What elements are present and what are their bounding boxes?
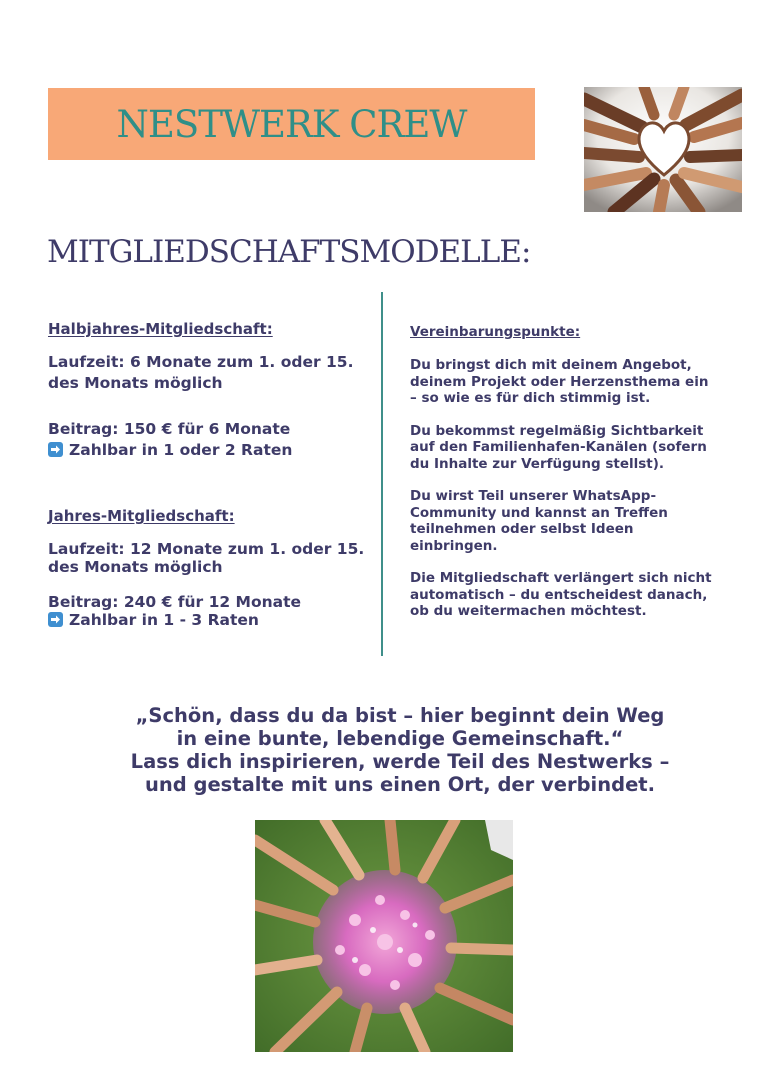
arrow-right-icon bbox=[48, 612, 63, 627]
agreement-line: ob du weitermachen möchtest. bbox=[410, 603, 647, 619]
half-year-payment bbox=[48, 440, 373, 461]
agreement-line: Du wirst Teil unserer WhatsApp- bbox=[410, 488, 657, 504]
section-title: MITGLIEDSCHAFTSMODELLE: bbox=[47, 234, 531, 270]
full-year-payment-text: Zahlbar in 1 - 3 Raten bbox=[69, 611, 259, 629]
full-year-runtime-line: des Monats möglich bbox=[48, 558, 223, 576]
banner-title: NESTWERK CREW bbox=[116, 102, 467, 146]
full-year-fee: Beitrag: 240 € für 12 Monate bbox=[48, 593, 302, 611]
quote-line: und gestalte mit uns einen Ort, der verbindet. bbox=[144, 773, 656, 796]
agreement-line: Du bekommst regelmäßig Sichtbarkeit bbox=[410, 422, 704, 439]
agreement-line: Die Mitgliedschaft verlängert sich nicht bbox=[410, 570, 712, 586]
agreement-line: – so wie es für dich stimmig ist. bbox=[410, 390, 651, 406]
full-year-runtime-line: Laufzeit: 12 Monate zum 1. oder 15. bbox=[48, 540, 365, 558]
half-year-payment-text: Zahlbar in 1 oder 2 Raten bbox=[69, 441, 293, 459]
agreements-heading: Vereinbarungspunkte: bbox=[410, 324, 581, 340]
half-year-fee: Beitrag: 150 € für 6 Monate bbox=[48, 420, 291, 438]
quote-line: Lass dich inspirieren, werde Teil des Nestwerks – bbox=[130, 750, 670, 773]
agreement-line: Community und kannst an Treffen bbox=[410, 504, 668, 521]
agreement-point bbox=[410, 488, 740, 554]
agreement-points bbox=[410, 324, 740, 620]
agreement-line: einbringen. bbox=[410, 537, 498, 554]
agreement-line: teilnehmen oder selbst Ideen bbox=[410, 521, 634, 537]
half-year-heading: Halbjahres-Mitgliedschaft: bbox=[48, 320, 273, 338]
full-year-heading: Jahres-Mitgliedschaft: bbox=[48, 507, 235, 525]
agreement-point bbox=[410, 423, 740, 473]
arrow-right-icon bbox=[48, 442, 63, 457]
agreement-line: auf den Familienhafen-Kanälen (sofern bbox=[410, 439, 707, 455]
hands-heart-photo bbox=[584, 87, 742, 212]
welcome-quote bbox=[100, 704, 700, 796]
agreement-line: automatisch – du entscheidest danach, bbox=[410, 586, 708, 603]
half-year-runtime-line: Laufzeit: 6 Monate zum 1. oder 15. bbox=[48, 353, 354, 371]
title-banner bbox=[48, 88, 535, 160]
half-year-runtime bbox=[48, 352, 373, 394]
membership-options bbox=[48, 320, 373, 629]
agreement-line: Du bringst dich mit deinem Angebot, bbox=[410, 357, 692, 373]
half-year-runtime-line: des Monats möglich bbox=[48, 374, 223, 392]
quote-line: in eine bunte, lebendige Gemeinschaft.“ bbox=[176, 727, 624, 750]
agreement-line: deinem Projekt oder Herzensthema ein bbox=[410, 373, 709, 390]
agreement-point bbox=[410, 357, 740, 407]
quote-line: „Schön, dass du da bist – hier beginnt dein Weg bbox=[135, 704, 665, 727]
full-year-runtime bbox=[48, 540, 373, 576]
hands-flower-circle-photo bbox=[255, 820, 513, 1052]
agreement-line: du Inhalte zur Verfügung stellst). bbox=[410, 455, 665, 472]
full-year-payment bbox=[48, 611, 373, 629]
column-divider bbox=[381, 292, 383, 656]
agreement-point bbox=[410, 570, 740, 620]
